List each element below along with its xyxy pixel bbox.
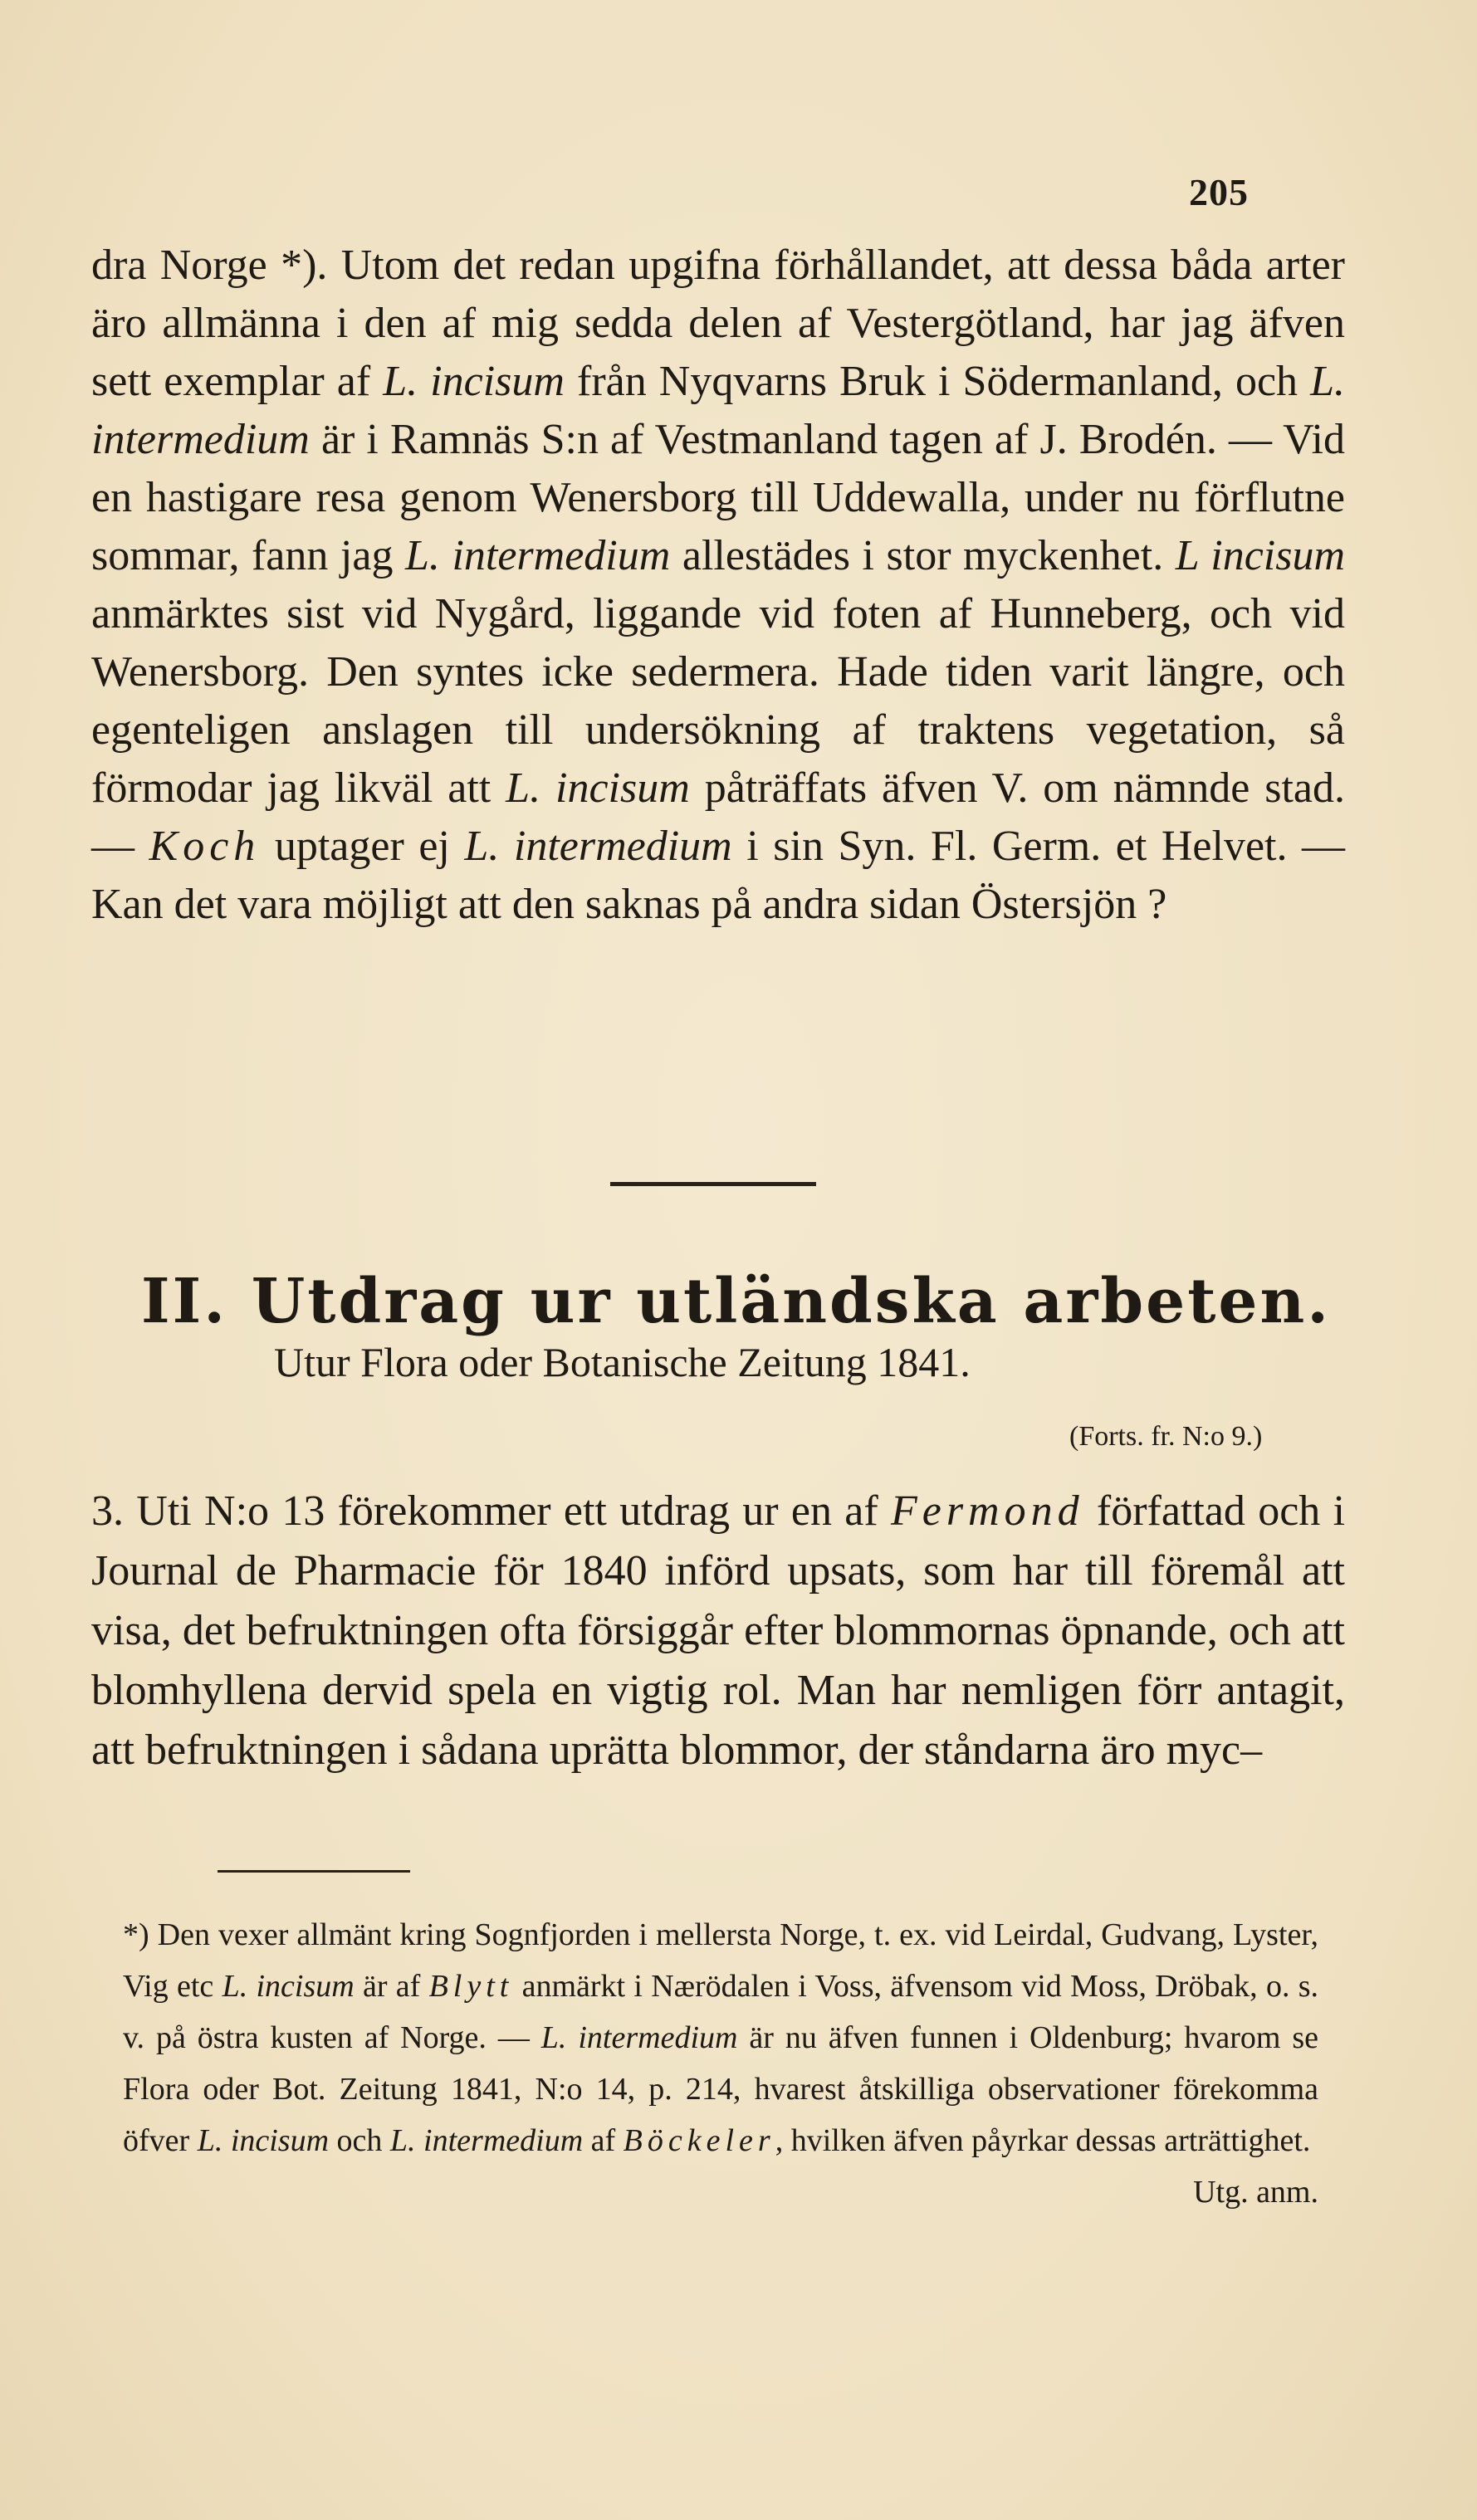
paragraph-2 bbox=[91, 1482, 1345, 1780]
section-heading: II. Utdrag ur utländska arbeten. bbox=[141, 1266, 1332, 1337]
footnote-signature: Utg. anm. bbox=[1193, 2175, 1318, 2210]
text-run: *) Den vexer allmänt kring Sognfjorden i mellersta Norge, t. ex. vid Leirdal, Gudvang, Lyster, Vig etc bbox=[123, 1917, 1318, 2004]
species-name: L. intermedium bbox=[389, 2123, 584, 2158]
species-name: L. intermedium bbox=[540, 2020, 738, 2055]
text-run: är nu äfven funnen i Oldenburg; hvarom se Flora oder Bot. Zeitung 1841, N:o 14, p. 214, hvarest åtskilliga observationer förekomma öfver bbox=[123, 2020, 1319, 2158]
text-run: från Nyqvarns Bruk i Södermanland, och bbox=[577, 358, 1298, 405]
species-name: L. intermedium bbox=[464, 823, 732, 870]
text-run: 3. Uti N:o 13 förekommer ett utdrag ur en af bbox=[91, 1487, 878, 1535]
species-name: L. intermedium bbox=[405, 532, 671, 579]
species-name: L. incisum bbox=[506, 764, 690, 812]
footnote-paragraph bbox=[123, 1909, 1319, 2210]
footnote-divider bbox=[218, 1870, 410, 1873]
species-name: L. incisum bbox=[222, 1969, 355, 2004]
text-run: allestädes i stor myckenhet. bbox=[682, 532, 1164, 579]
paragraph-1 bbox=[91, 237, 1345, 934]
text-run: anmärkt i Nærödalen i Voss, äfvensom vid Moss, Dröbak, o. s. v. på östra kusten af Norge. — bbox=[123, 1969, 1319, 2055]
continued-note: (Forts. fr. N:o 9.) bbox=[1069, 1421, 1263, 1452]
author-name: Koch bbox=[149, 823, 261, 870]
author-name: Blytt bbox=[428, 1969, 514, 2004]
second-paragraph bbox=[91, 1482, 1345, 1780]
species-name: L. incisum bbox=[197, 2123, 330, 2158]
text-run: , hvilken äfven påyrkar dessas arträttighet. bbox=[775, 2123, 1311, 2158]
author-name: Böckeler bbox=[623, 2123, 775, 2158]
text-run: och bbox=[336, 2123, 383, 2158]
text-run: är i Ramnäs S:n af Vestmanland tagen af J. Brodén. — Vid en hastigare resa genom Wenersborg till Uddewalla, under nu förflutne sommar, fann jag bbox=[91, 416, 1346, 579]
text-run: anmärktes sist vid Nygård, liggande vid foten af Hunneberg, och vid Wenersborg. Den syntes icke sedermera. Hade tiden varit längre, och egenteligen anslagen till undersökning af traktens vegetation, så förmodar jag likväl att bbox=[91, 590, 1345, 812]
text-run: påträffats äfven V. om nämnde stad. — bbox=[91, 764, 1345, 870]
text-run: dra Norge *). Utom det redan upgifna förhållandet, att dessa båda arter äro allmänna i den af mig sedda delen af Vestergötland, har jag äfven sett exemplar af bbox=[91, 242, 1345, 405]
species-name: L. intermedium bbox=[91, 358, 1346, 463]
species-name: L. incisum bbox=[383, 358, 565, 405]
text-run: författad och i Journal de Pharmacie för 1840 införd upsats, som har till föremål att visa, det befruktningen ofta försiggår efter blommornas öpnande, och att blomhyllena dervid spela en vigtig rol. Man har nemligen förr antagit, att befruktningen i sådana uprätta blommor, der ståndarna äro myc– bbox=[91, 1487, 1346, 1774]
main-paragraph bbox=[91, 237, 1345, 934]
species-name: L incisum bbox=[1175, 532, 1346, 579]
author-name: Fermond bbox=[890, 1487, 1084, 1535]
page-number: 205 bbox=[1189, 171, 1249, 213]
text-run: uptager ej bbox=[274, 823, 450, 870]
section-divider bbox=[610, 1182, 816, 1186]
section-subheading: Utur Flora oder Botanische Zeitung 1841. bbox=[274, 1339, 971, 1385]
text-run: är af bbox=[362, 1969, 421, 2004]
text-run: i sin Syn. Fl. Germ. et Helvet. — Kan det vara möjligt att den saknas på andra sidan Östersjön ? bbox=[91, 823, 1346, 928]
footnote bbox=[123, 1909, 1318, 2218]
text-run: af bbox=[590, 2123, 616, 2158]
